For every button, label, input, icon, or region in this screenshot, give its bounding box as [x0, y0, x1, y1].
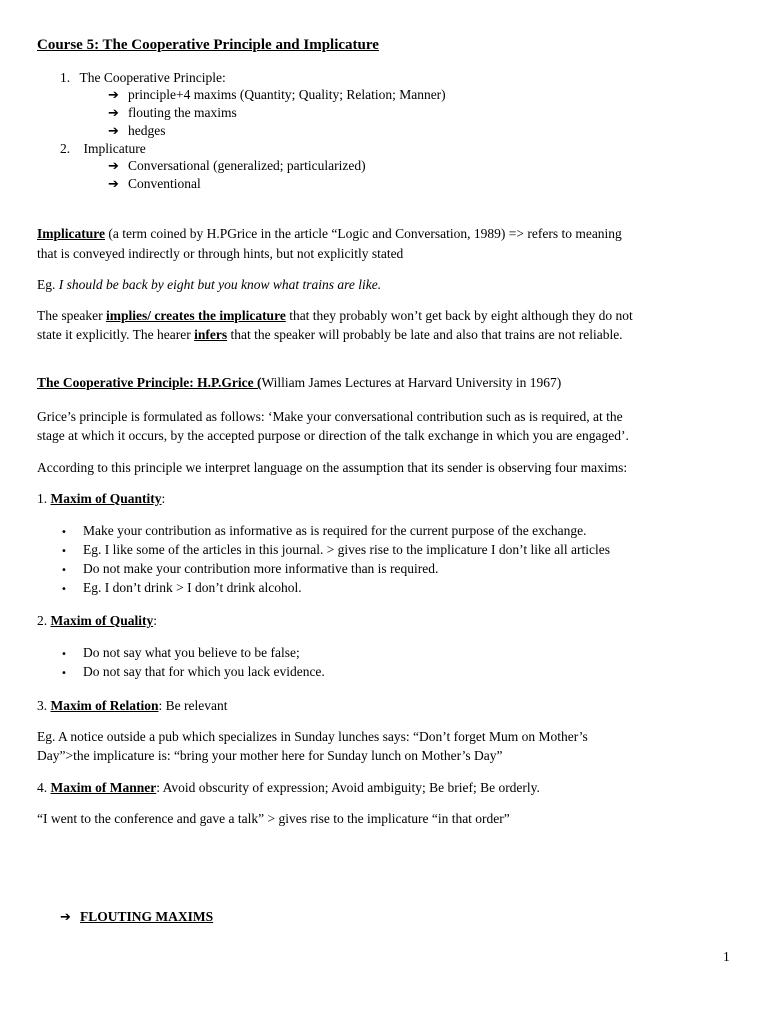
outline-subitem-text: principle+4 maxims (Quantity; Quality; Relation; Manner): [128, 87, 446, 102]
list-item-text: Make your contribution as informative as is required for the current purpose of the exchange.: [83, 523, 587, 538]
outline-subitem-text: Conventional: [128, 176, 201, 191]
outline-item-number: 2.: [60, 141, 71, 156]
outline-subitem: [108, 158, 366, 174]
outline-item-label: Implicature: [83, 141, 146, 156]
outline-item-2: [60, 141, 146, 157]
implicature-explanation-line-1: [37, 308, 633, 324]
page-number: 1: [723, 949, 730, 964]
implicature-definition-line-1: [37, 226, 622, 242]
maxim-description: : Avoid obscurity of expression; Avoid ambiguity; Be brief; Be orderly.: [156, 780, 540, 795]
relation-example-line-2: Day”>the implicature is: “bring your mother here for Sunday lunch on Mother’s Day”: [37, 748, 503, 763]
relation-example-line-1: Eg. A notice outside a pub which specializes in Sunday lunches says: “Don’t forget Mum on Mother’s: [37, 729, 588, 744]
cp-heading: [37, 375, 561, 391]
grice-principle-line-2: stage at which it occurs, by the accepted purpose or direction of the talk exchange in which you are engaged’.: [37, 428, 629, 443]
explanation-text: that they probably won’t get back by eight although they do not: [285, 308, 633, 323]
implicature-example: [37, 277, 381, 293]
implicature-explanation-line-2: [37, 327, 623, 343]
emphasis-text: infers: [194, 327, 228, 342]
arrow-right-icon: ➔: [108, 177, 119, 192]
four-maxims-intro: According to this principle we interpret language on the assumption that its sender is observing four maxims:: [37, 460, 628, 475]
list-item: [61, 645, 300, 661]
maxim-number: 2.: [37, 613, 51, 628]
outline-item-1: [60, 70, 226, 86]
outline-subitem-text: Conversational (generalized; particularized): [128, 158, 366, 173]
list-item-text: Do not say that for which you lack evidence.: [83, 664, 325, 679]
maxim-description: : Be relevant: [158, 698, 228, 713]
outline-subitem-text: flouting the maxims: [128, 105, 237, 120]
cp-heading-bold: The Cooperative Principle: H.P.Grice (: [37, 375, 262, 390]
bullet-icon: •: [61, 565, 67, 576]
cp-heading-rest: William James Lectures at Harvard University in 1967): [261, 375, 562, 390]
implicature-definition-line-2: that is conveyed indirectly or through hints, but not explicitly stated: [37, 246, 404, 261]
arrow-right-icon: ➔: [108, 159, 119, 174]
list-item: [61, 580, 302, 596]
maxim-relation-heading: [37, 698, 227, 714]
bullet-icon: •: [61, 668, 67, 679]
page-title: Course 5: The Cooperative Principle and Implicature: [37, 37, 379, 53]
maxim-name: Maxim of Relation: [50, 698, 159, 713]
maxim-quantity-heading: [37, 491, 165, 507]
arrow-right-icon: ➔: [60, 910, 71, 925]
explanation-text: The speaker: [37, 308, 106, 323]
outline-item-label: The Cooperative Principle:: [79, 70, 226, 85]
flouting-maxims-heading: [60, 909, 213, 925]
list-item: [61, 561, 438, 577]
section-heading-text: FLOUTING MAXIMS: [80, 909, 214, 924]
implicature-term: Implicature: [37, 226, 105, 241]
maxim-quality-heading: [37, 613, 157, 629]
list-item: [61, 542, 610, 558]
arrow-right-icon: ➔: [108, 124, 119, 139]
definition-text: (a term coined by H.PGrice in the article “Logic and Conversation, 1989) => refers to meaning: [105, 226, 622, 241]
maxim-name: Maxim of Quantity: [50, 491, 162, 506]
maxim-colon: :: [153, 613, 158, 628]
maxim-colon: :: [161, 491, 166, 506]
maxim-manner-heading: [37, 780, 540, 796]
emphasis-text: implies/ creates the implicature: [105, 308, 286, 323]
maxim-number: 4.: [37, 780, 51, 795]
bullet-icon: •: [61, 649, 67, 660]
list-item: [61, 523, 586, 539]
list-item-text: Eg. I like some of the articles in this journal. > gives rise to the implicature I don’t like all articles: [83, 542, 610, 557]
outline-subitem-text: hedges: [128, 123, 166, 138]
arrow-right-icon: ➔: [108, 88, 119, 103]
outline-subitem: [108, 123, 166, 139]
list-item: [61, 664, 325, 680]
explanation-text: that the speaker will probably be late and also that trains are not reliable.: [227, 327, 623, 342]
manner-example: “I went to the conference and gave a talk” > gives rise to the implicature “in that order”: [37, 811, 510, 826]
maxim-number: 3.: [37, 698, 51, 713]
maxim-name: Maxim of Manner: [50, 780, 157, 795]
example-text: I should be back by eight but you know what trains are like.: [58, 277, 382, 292]
example-label: Eg.: [37, 277, 59, 292]
list-item-text: Do not make your contribution more informative than is required.: [83, 561, 439, 576]
bullet-icon: •: [61, 584, 67, 595]
list-item-text: Do not say what you believe to be false;: [83, 645, 300, 660]
outline-subitem: [108, 105, 237, 121]
arrow-right-icon: ➔: [108, 106, 119, 121]
maxim-number: 1.: [37, 491, 51, 506]
explanation-text: state it explicitly. The hearer: [37, 327, 195, 342]
bullet-icon: •: [61, 546, 67, 557]
list-item-text: Eg. I don’t drink > I don’t drink alcohol.: [83, 580, 302, 595]
outline-subitem: [108, 87, 446, 103]
grice-principle-line-1: Grice’s principle is formulated as follows: ‘Make your conversational contribution such as is required, at the: [37, 409, 623, 424]
bullet-icon: •: [61, 527, 67, 538]
outline-subitem: [108, 176, 201, 192]
outline-item-number: 1.: [60, 70, 71, 85]
maxim-name: Maxim of Quality: [50, 613, 154, 628]
